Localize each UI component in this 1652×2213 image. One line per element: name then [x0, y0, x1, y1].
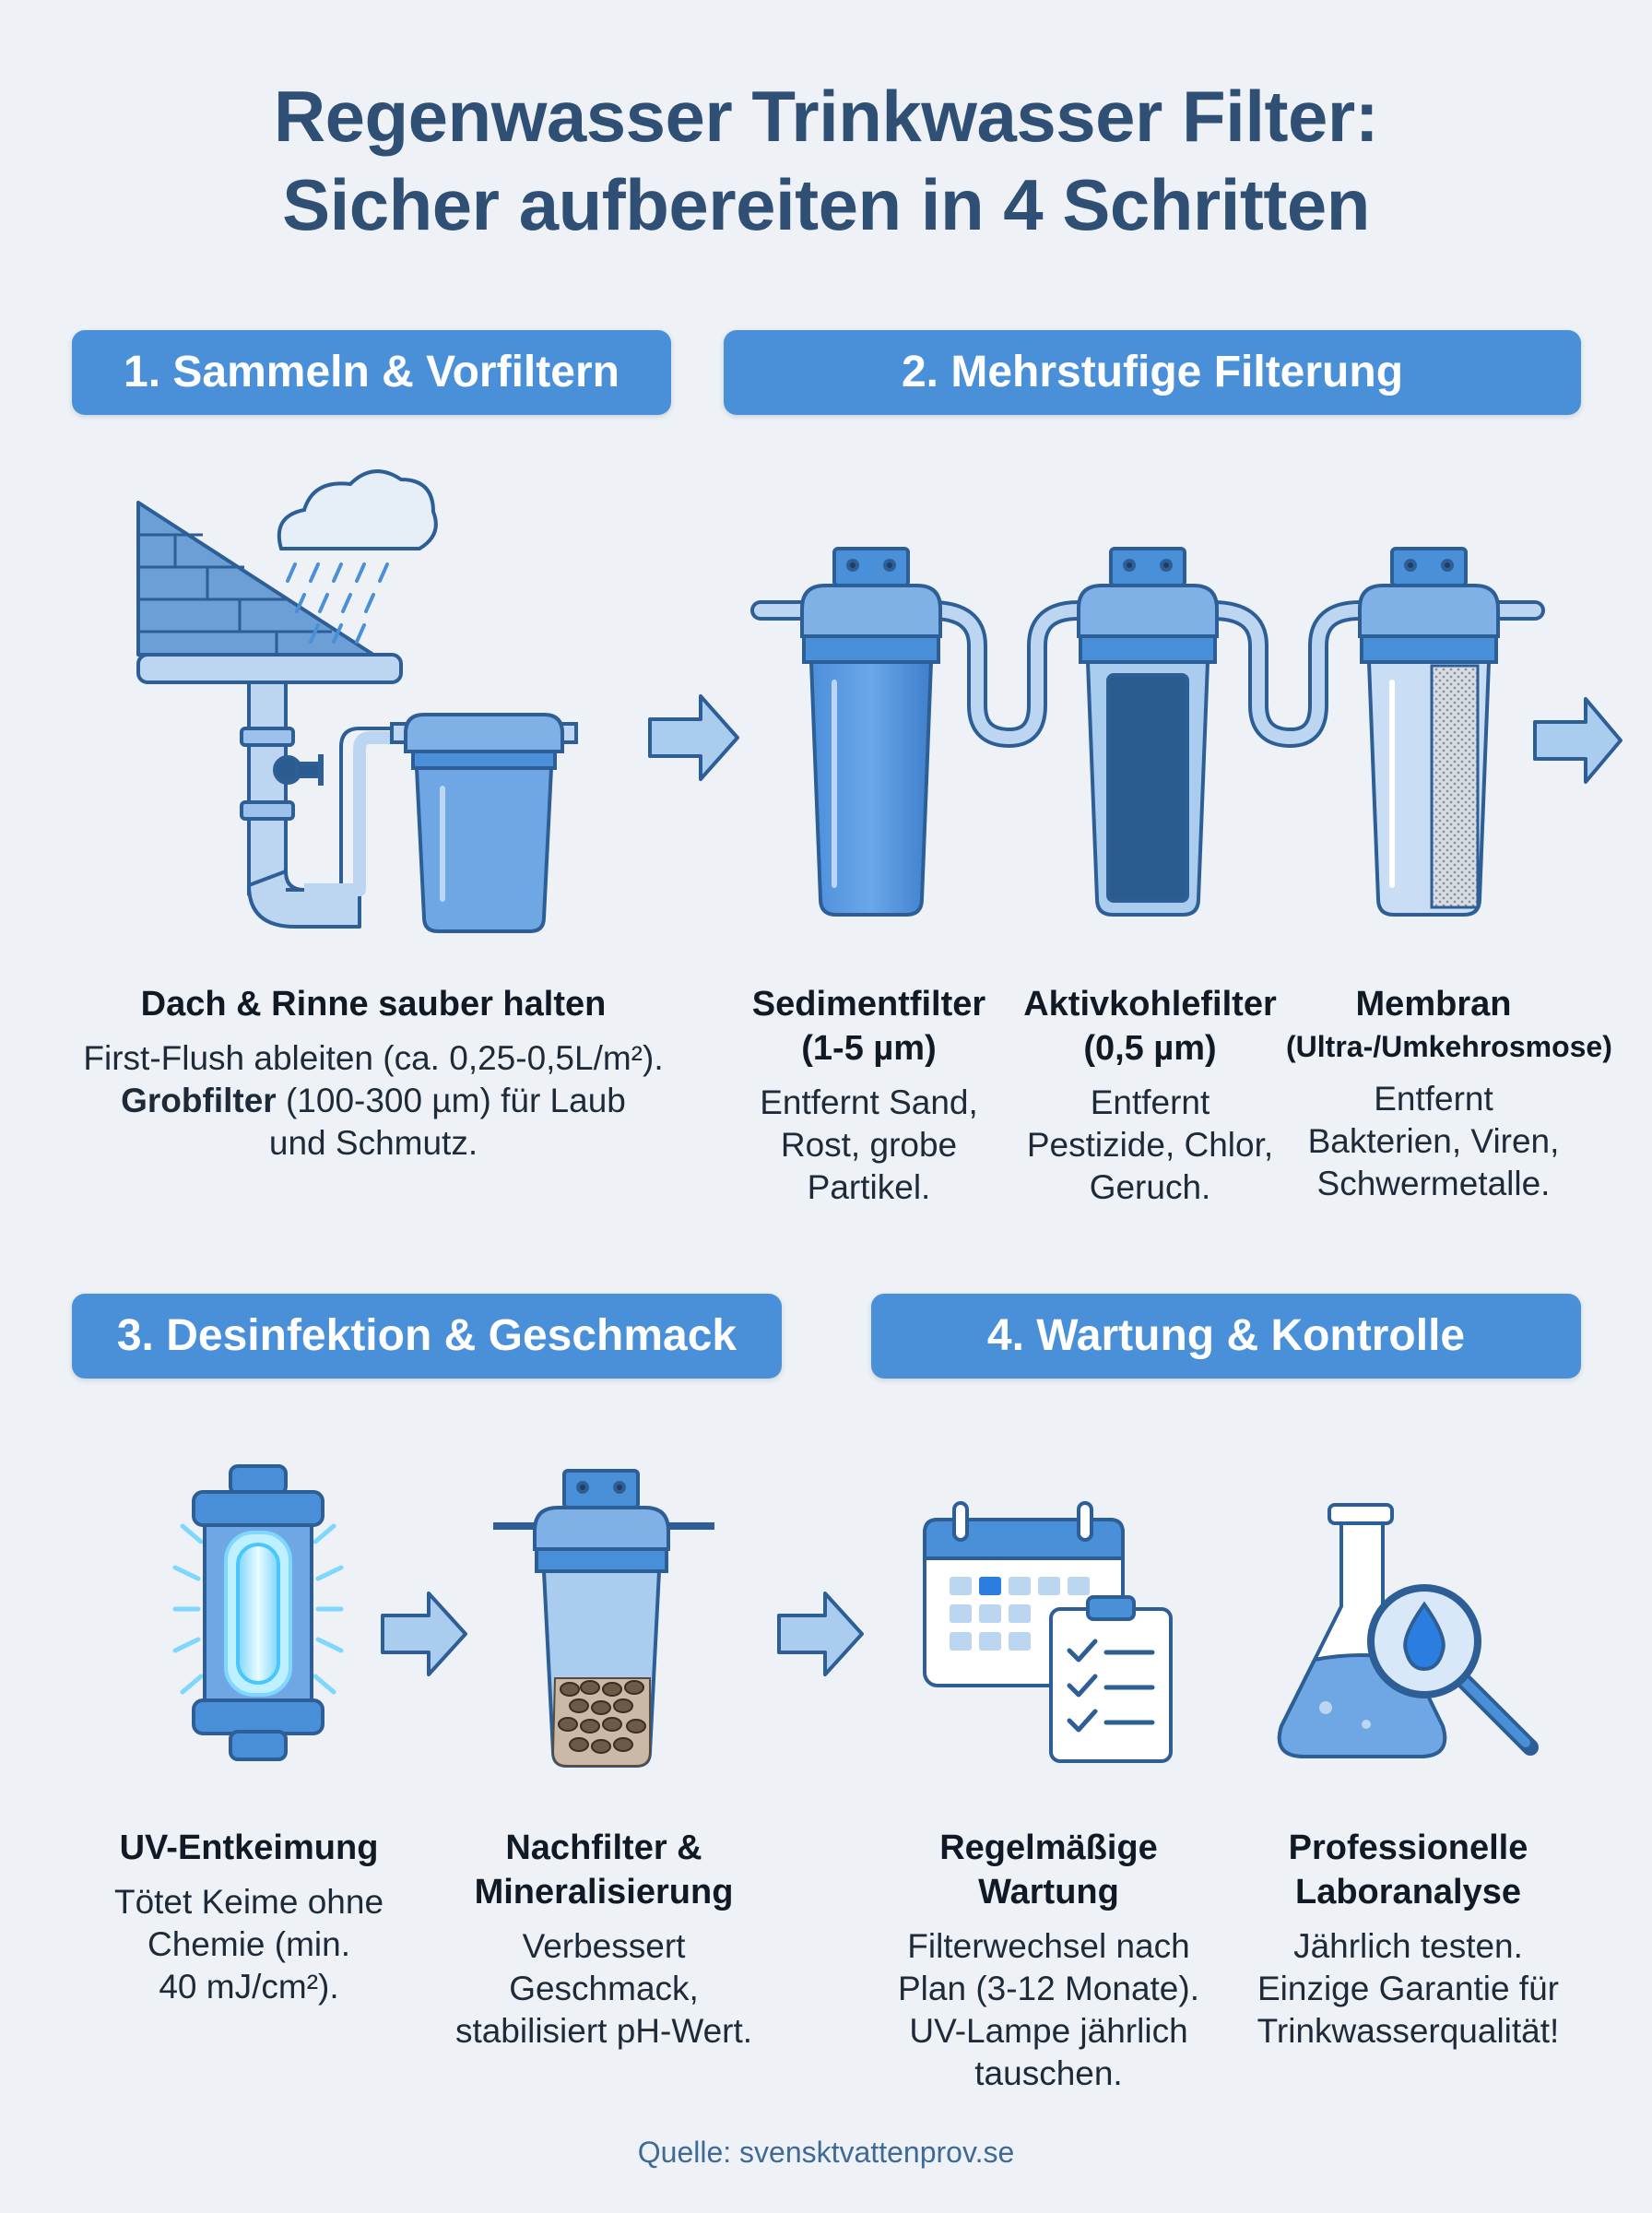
- roof-gutter-icon: [138, 503, 410, 927]
- source-credit: Quelle: svensktvattenprov.se: [637, 2136, 1015, 2169]
- arrow-right-icon: [779, 1593, 862, 1675]
- lab-description: Jährlich testen. Einzige Garantie für Trinkwasserqualität!: [1257, 1927, 1560, 2050]
- carbon-text: [1014, 982, 1286, 1209]
- maintenance-heading-2: Wartung: [978, 1873, 1119, 1911]
- title-line-1: Regenwasser Trinkwasser Filter:: [273, 76, 1379, 157]
- carbon-heading-1: Aktivkohlefilter: [1023, 985, 1277, 1024]
- step-2-banner: 2. Mehrstufige Filterung: [724, 330, 1581, 415]
- arrow-right-icon: [383, 1593, 466, 1675]
- postfilter-heading-2: Mineralisierung: [474, 1873, 734, 1911]
- maintenance-text: [876, 1826, 1221, 2095]
- maintenance-description: Filterwechsel nach Plan (3-12 Monate). UV-Lampe jährlich tauschen.: [897, 1927, 1199, 2092]
- membrane-cartridge-icon: [1360, 549, 1498, 915]
- maintenance-heading-1: Regelmäßige: [939, 1828, 1158, 1867]
- sediment-heading-1: Sedimentfilter: [751, 985, 986, 1024]
- calendar-checklist-icon: [925, 1503, 1171, 1761]
- membrane-heading-1: Membran: [1355, 985, 1512, 1024]
- roof-text: [46, 982, 701, 1165]
- lab-heading-1: Professionelle: [1288, 1828, 1528, 1867]
- postfilter-description: Verbessert Geschmack, stabilisiert pH-Wert.: [454, 1927, 753, 2050]
- mineral-filter-icon: [493, 1471, 714, 1766]
- sediment-heading-2: (1-5 µm): [801, 1029, 937, 1068]
- membrane-description: Entfernt Bakterien, Viren, Schwermetalle.: [1307, 1080, 1560, 1202]
- coarse-filter-icon: [392, 715, 576, 931]
- postfilter-heading-1: Nachfilter &: [505, 1828, 702, 1867]
- uv-text: [83, 1826, 415, 2008]
- lab-heading-2: Laboranalyse: [1295, 1873, 1521, 1911]
- step-3-banner: 3. Desinfektion & Geschmack: [72, 1294, 782, 1379]
- uv-description: Tötet Keime ohne Chemie (min. 40 mJ/cm²).: [113, 1883, 384, 2006]
- step-4-banner: 4. Wartung & Kontrolle: [871, 1294, 1581, 1379]
- roof-heading: Dach & Rinne sauber halten: [140, 985, 607, 1024]
- sediment-description: Entfernt Sand, Rost, grobe Partikel.: [760, 1083, 978, 1206]
- membrane-heading-2: (Ultra-/Umkehrosmose): [1286, 1030, 1612, 1063]
- arrow-right-icon: [650, 696, 738, 779]
- carbon-cartridge-icon: [1079, 549, 1217, 915]
- prefilter-bold-label: Grobfilter: [121, 1082, 277, 1119]
- carbon-description: Entfernt Pestizide, Chlor, Geruch.: [1026, 1083, 1274, 1206]
- lab-text: [1235, 1826, 1581, 2053]
- sediment-text: [738, 982, 1000, 1209]
- uv-heading: UV-Entkeimung: [119, 1828, 379, 1867]
- uv-lamp-icon: [175, 1466, 341, 1759]
- roof-description: First-Flush ableiten (ca. 0,25-0,5L/m²). Grobfilter (100-300 µm) für Laub und Schmutz.: [83, 1039, 664, 1162]
- postfilter-text: [433, 1826, 774, 2053]
- title-line-2: Sicher aufbereiten in 4 Schritten: [282, 164, 1370, 245]
- step-1-banner: 1. Sammeln & Vorfiltern: [72, 330, 671, 415]
- lab-flask-magnifier-icon: [1280, 1505, 1530, 1757]
- arrow-right-icon: [1535, 699, 1621, 782]
- sediment-cartridge-icon: [802, 549, 940, 915]
- carbon-heading-2: (0,5 µm): [1083, 1029, 1217, 1068]
- membrane-text: [1286, 982, 1612, 1205]
